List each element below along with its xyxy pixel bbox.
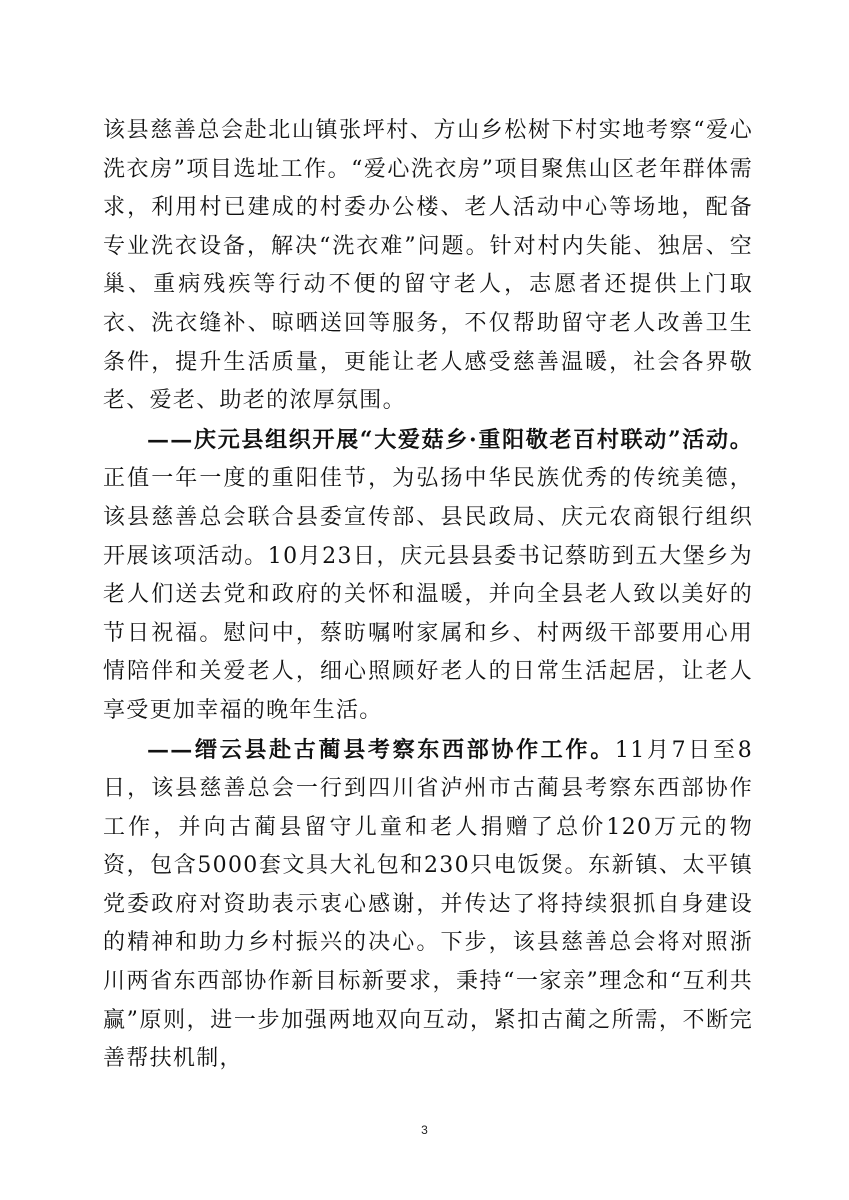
paragraph-jinyun-heading: ——缙云县赴古蔺县考察东西部协作工作。 [147,736,615,763]
page-number: 3 [421,1123,428,1137]
body-text [103,112,753,1079]
paragraph-jinyun-text: 11月7日至8日，该县慈善总会一行到四川省泸州市古蔺县考察东西部协作工作，并向古蔺县留守儿童和老人捐赠了总价120万元的物资，包含5000套文具大礼包和230只电饭煲。东新镇、太平镇党委政府对资助表示衷心感谢，并传达了将持续狠抓自身建设的精神和助力乡村振兴的决心。下步，该县慈善总会将对照浙川两省东西部协作新目标新要求，秉持“一家亲”理念和“互利共赢”原则，进一步加强两地双向互动，紧扣古蔺之所需，不断完善帮扶机制， [103,737,753,1072]
paragraph-aixin-laundry-text: 该县慈善总会赴北山镇张坪村、方山乡松树下村实地考察“爱心洗衣房”项目选址工作。“爱心洗衣房”项目聚焦山区老年群体需求，利用村已建成的村委办公楼、老人活动中心等场地，配备专业洗衣设备，解决“洗衣难”问题。针对村内失能、独居、空巢、重病残疾等行动不便的留守老人，志愿者还提供上门取衣、洗衣缝补、晾晒送回等服务，不仅帮助留守老人改善卫生条件，提升生活质量，更能让老人感受慈善温暖，社会各界敬老、爱老、助老的浓厚氛围。 [103,118,753,414]
paragraph-qingyuan-text: 正值一年一度的重阳佳节，为弘扬中华民族优秀的传统美德，该县慈善总会联合县委宣传部、县民政局、庆元农商银行组织开展该项活动。10月23日，庆元县县委书记蔡昉到五大堡乡为老人们送去党和政府的关怀和温暖，并向全县老人致以美好的节日祝福。慰问中，蔡昉嘱咐家属和乡、村两级干部要用心用情陪伴和关爱老人，细心照顾好老人的日常生活起居，让老人享受更加幸福的晚年生活。 [103,466,753,723]
paragraph-qingyuan-heading: ——庆元县组织开展“大爱菇乡·重阳敬老百村联动”活动。 [147,426,753,453]
paragraph-jinyun-gulin [103,731,753,1079]
paragraph-qingyuan-chongyang [103,421,753,731]
paragraph-aixin-laundry [103,112,753,421]
